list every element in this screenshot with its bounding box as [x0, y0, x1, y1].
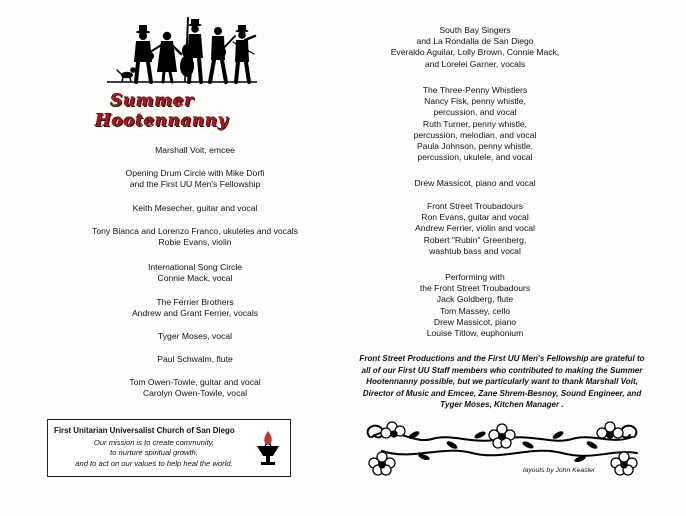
acknowledgement-line: all of our First UU Staff members who contributed to making the Summer	[361, 365, 643, 375]
mission-statement	[56, 438, 252, 469]
entry-line: washtub bass and vocal	[429, 245, 521, 256]
entry-line: International Song Circle	[147, 262, 243, 272]
performer-entry	[65, 226, 325, 248]
floral-vine-icon	[352, 415, 652, 477]
entry-line: Jack Goldberg, flute	[436, 294, 514, 305]
acknowledgement-line: Front Street Productions and the First UU Men's Fellowship are grateful to	[359, 354, 645, 363]
acknowledgement-text	[352, 353, 652, 411]
performer-entry	[95, 262, 295, 284]
performer-entry	[340, 201, 610, 257]
entry-line: Connie Mack, vocal	[157, 273, 233, 284]
event-title-line-2: Hootennanny	[95, 111, 229, 131]
performer-entry	[340, 178, 610, 189]
performer-entry	[95, 145, 295, 156]
entry-line: Tyger Moses, vocal	[157, 331, 233, 341]
entry-line: Drew Massicot, piano	[433, 316, 517, 327]
entry-line: Marshall Voit, emcee	[155, 145, 235, 155]
band-silhouette-icon	[107, 14, 257, 86]
performer-entry	[95, 203, 295, 214]
acknowledgement-line: Hootennanny possible, but we particularly want to thank Marshall Voit,	[366, 377, 638, 387]
entry-line: The Ferrier Brothers	[156, 297, 234, 307]
entry-line: Nancy Fisk, penny whistle,	[424, 96, 526, 107]
performer-entry	[95, 168, 295, 190]
mission-line: to nurture spiritual growth,	[110, 448, 198, 458]
entry-line: Keith Mesecher, guitar and vocal	[132, 203, 258, 213]
entry-line: Paula Johnson, penny whistle,	[416, 141, 534, 152]
mission-line: and to act on our values to help heal the world.	[75, 458, 233, 468]
event-title-line-1: Summer	[110, 91, 194, 111]
entry-line: and Lorelei Garner, vocals	[424, 58, 526, 69]
entry-line: percussion, ukulele, and vocal	[417, 152, 533, 163]
entry-line: Carolyn Owen-Towle, vocal	[142, 388, 248, 399]
entry-line: Tom Massey, cello	[439, 305, 511, 316]
church-name: First Unitarian Universalist Church of San Diego	[54, 426, 235, 435]
entry-line: and La Rondalla de San Diego	[416, 36, 534, 47]
entry-line: Tony Bianca and Lorenzo Franco, ukuleles and vocals	[92, 226, 298, 236]
entry-line: Paul Schwalm, flute	[157, 354, 233, 364]
entry-line: percussion, melodian, and vocal	[413, 129, 537, 140]
entry-line: Andrew and Grant Ferrier, vocals	[131, 308, 259, 319]
entry-line: Robie Evans, violin	[158, 237, 232, 248]
entry-line: South Bay Singers	[439, 25, 511, 35]
entry-line: Andrew Ferrier, violin and vocal	[415, 223, 535, 234]
entry-line: Opening Drum Circle with Mike Dorfi	[125, 168, 265, 178]
performer-entry	[340, 25, 610, 70]
performer-entry	[95, 331, 295, 342]
entry-line: Everaldo Aguilar, Lolly Brown, Connie Mack,	[390, 47, 560, 58]
entry-line: Front Street Troubadours	[426, 201, 523, 211]
performer-entry	[340, 85, 610, 163]
performer-entry	[340, 272, 610, 339]
acknowledgement-line: Tyger Moses, Kitchen Manager .	[440, 400, 564, 410]
entry-line: Robert "Rubin" Greenberg,	[423, 234, 527, 245]
entry-line: The Three-Penny Whistlers	[422, 85, 528, 95]
entry-line: and the First UU Men's Fellowship	[129, 179, 261, 190]
performer-entry	[95, 377, 295, 399]
entry-line: Ruth Turner, penny whistle,	[422, 118, 528, 129]
entry-line: the Front Street Troubadours	[419, 283, 531, 294]
entry-line: percussion, and vocal	[433, 107, 517, 118]
entry-line: Louise Titlow, euphonium	[426, 328, 524, 339]
performer-entry	[95, 297, 295, 319]
church-info-box	[47, 419, 291, 477]
event-title	[95, 91, 229, 131]
entry-line: Performing with	[445, 272, 505, 282]
performer-entry	[95, 354, 295, 365]
flaming-chalice-icon	[254, 428, 282, 468]
entry-line: Ron Evans, guitar and vocal	[421, 212, 529, 223]
acknowledgement-line: Director of Music and Emcee, Zane Shrem-Besnoy, Sound Engineer, and	[362, 388, 642, 398]
layout-credit: layouts by John Keasler	[523, 467, 596, 474]
entry-line: Tom Owen-Towle, guitar and vocal	[129, 377, 261, 387]
entry-line: Drew Massicot, piano and vocal	[414, 178, 536, 188]
mission-line: Our mission is to create community,	[93, 438, 215, 447]
